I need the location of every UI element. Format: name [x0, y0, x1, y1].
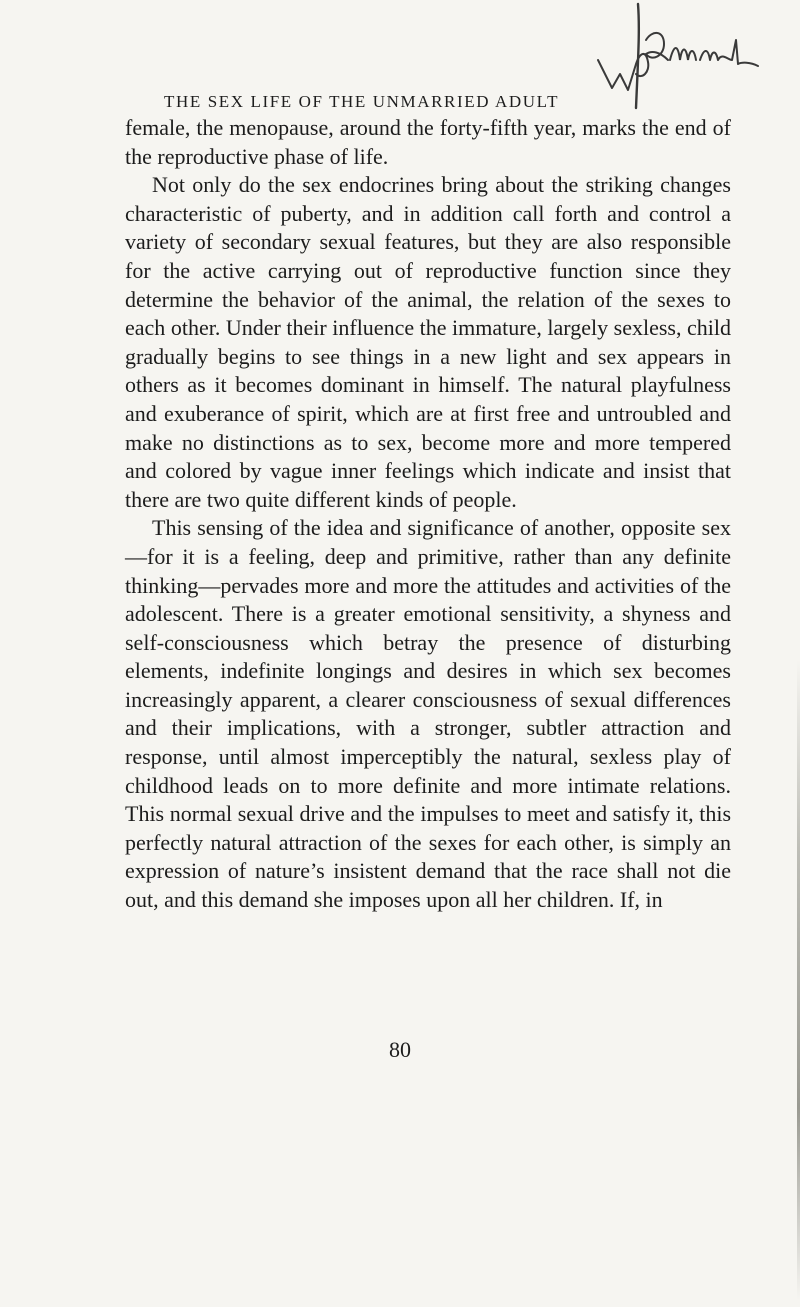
page-number: 80 — [389, 1037, 411, 1062]
paragraph: female, the menopause, around the forty-fifth year, marks the end of the reproductive phase of life. — [125, 115, 731, 169]
paragraph: Not only do the sex endocrines bring about the striking changes characteristic of puberty, and in addition call forth and control a variety of secondary sexual features, but they are also responsible for the active carrying out of reproductive function since they determine the behavior of the animal, the relation of the sexes to each other. Under their influence the immature, largely sexless, child gradually begins to see things in a new light and sex appears in others as it becomes dominant in himself. The natural playfulness and exuberance of spirit, which are at first free and untroubled and make no distinctions as to sex, become more and more tempered and colored by vague inner feelings which indicate and insist that there are two quite different kinds of people. — [125, 172, 731, 512]
paragraph: This sensing of the idea and significance of another, opposite sex—for it is a feeling, deep and primitive, rather than any definite thinking—pervades more and more the attitudes and activities of the adolescent. There is a greater emotional sensitivity, a shyness and self-consciousness which betray the presence of disturbing elements, indefinite longings and desires in which sex becomes increasingly apparent, a clearer consciousness of sexual differences and their implications, with a stronger, subtler attraction and response, until almost imperceptibly the natural, sexless play of childhood leads on to more definite and more intimate relations. This normal sexual drive and the impulses to meet and satisfy it, this perfectly natural attraction of the sexes for each other, is simply an expression of nature’s insistent demand that the race shall not die out, and this demand she imposes upon all her children. If, in — [125, 515, 731, 913]
running-head: THE SEX LIFE OF THE UNMARRIED ADULT — [164, 92, 560, 111]
body-text — [125, 114, 731, 915]
